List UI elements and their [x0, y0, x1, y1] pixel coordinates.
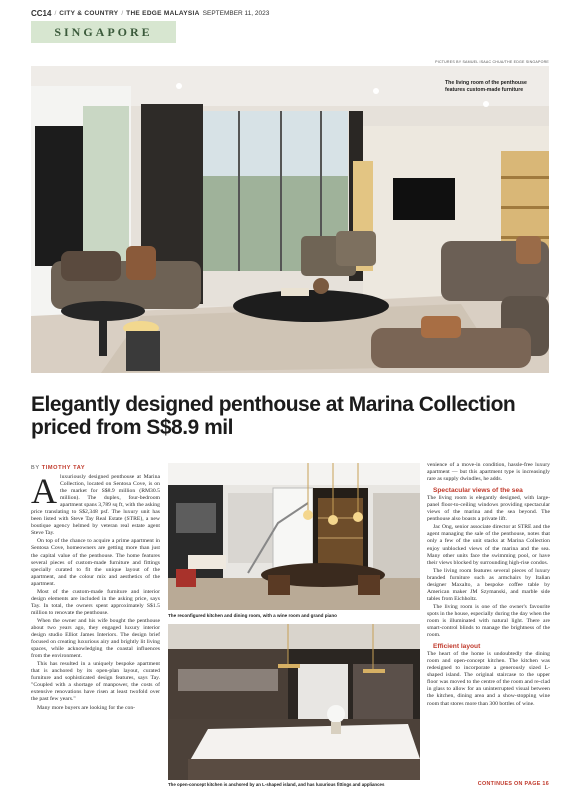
byline-prefix: BY	[31, 465, 40, 471]
kitchen-dining-illustration	[168, 463, 420, 610]
open-kitchen-illustration	[168, 624, 420, 780]
paragraph: On top of the chance to acquire a prime apartment in Sentosa Cove, homeowners are getting more than just the capital value of the penthouse. The home features several pieces of custom-made furniture and fittings specially curated to fit the unique layout of the apartment, and the colour mix and aesthetics of the apartment.	[31, 538, 160, 587]
continues-link[interactable]: CONTINUES ON PAGE 16	[477, 781, 549, 787]
section-banner	[31, 21, 176, 43]
hero-caption: The living room of the penthouse features custom-made furniture	[445, 80, 527, 93]
byline-author: TIMOTHY TAY	[41, 465, 86, 471]
hero-image-living-room	[31, 66, 549, 373]
byline	[31, 465, 85, 471]
paragraph: Most of the custom-made furniture and interior design elements are included in the asking price, says Tay. In total, the owners spent approximately S$1.5 million to renovate the penthouse.	[31, 588, 160, 616]
publication-name: THE EDGE MALAYSIA	[126, 9, 200, 17]
paragraph: venience of a move-in condition, hassle-free luxury apartment — but this apartment type is increasingly rare as supply dwindles, he adds.	[427, 462, 550, 483]
paragraph: When the owner and his wife bought the penthouse about two years ago, they engaged luxury interior design studio Elliot James Interiors. The design brief focused on creating luxurious airy and brightly lit living spaces, while acknowledging the coastal influences from the environment.	[31, 617, 160, 660]
kitchen-dining-caption: The reconfigured kitchen and dining room, with a wine room and grand piano	[168, 613, 337, 618]
header-separator: /	[54, 9, 57, 17]
paragraph: Jac Ong, senior associate director at STRE and the agent managing the sale of the penthouse, notes that only a few of the unit stacks at Marina Collection enjoy unblocked views of the marina and the sea. Many other units face the swimming pool, or have their views blocked by surrounding high-rise condos.	[427, 524, 550, 566]
article-column-left	[31, 474, 160, 792]
header-separator-2: /	[121, 9, 124, 17]
issue-date: SEPTEMBER 11, 2023	[202, 9, 270, 17]
open-kitchen-caption: The open-concept kitchen is anchored by an L-shaped island, and has luxurious fittings and appliances	[168, 782, 385, 787]
page-number: CC14	[31, 8, 52, 18]
drop-cap: A	[31, 474, 57, 511]
paragraph: The heart of the home is undoubtedly the dining room and open-concept kitchen. The kitchen was redesigned to incorporate a generously sized L-shaped island. The original staircase to the upper floor was moved to the centre of the room and re-clad in glass to allow for an uninterrupted visual between the kitchen, dining area and a show-stopping wine room that stores more than 300 bottles of wine.	[427, 651, 550, 707]
section-name: CITY & COUNTRY	[59, 9, 119, 17]
open-kitchen-image	[168, 624, 420, 780]
article-column-right	[427, 462, 550, 782]
paragraph: The living room is one of the owner's favourite spots in the house, especially during the day when the room is illuminated with natural light. There are smart-control blinds to manage the brightness of the room.	[427, 603, 550, 639]
paragraph: luxuriously designed penthouse at Marina Collection, located on Sentosa Cove, is on the market for S$8.9 million (RM30.5 million). The duplex, four-bedroom apartment spans 3,789 sq ft, with the asking price translating to S$2,348 psf. The luxury unit has been listed with Steve Tay Real Estate (STRE), a new boutique agency helmed by veteran real estate agent Steve Tay.	[31, 474, 160, 537]
paragraph: This has resulted in a uniquely bespoke apartment that is anchored by its open-plan layout, curated furniture and sophisticated design features, says Tay. "Coupled with a shortage of manpower, the costs of extensive renovations have risen at least twofold over the past few years."	[31, 661, 160, 703]
page-header	[31, 7, 549, 19]
subhead-efficient-layout: Efficient layout	[433, 643, 481, 651]
subhead-sea-views: Spectacular views of the sea	[433, 487, 523, 495]
paragraph: The living room features several pieces of luxury branded furniture such as armchairs by Italian designer Maxalto, a bespoke coffee table by American maker JM Szymanski, and marble side tables from Eichholtz.	[427, 567, 550, 602]
paragraph: The living room is elegantly designed, with large-panel floor-to-ceiling windows providing spectacular views of the marina and the sea beyond. The penthouse also boasts a private lift.	[427, 495, 550, 523]
photo-credit: PICTURES BY SAMUEL ISAAC CHUA/THE EDGE SINGAPORE	[435, 60, 549, 64]
kitchen-dining-image	[168, 463, 420, 610]
living-room-illustration	[31, 66, 549, 373]
article-headline: Elegantly designed penthouse at Marina Collection priced from S$8.9 mil	[31, 393, 516, 439]
section-banner-label: SINGAPORE	[54, 24, 153, 39]
paragraph: Many more buyers are looking for the con-	[37, 704, 136, 711]
